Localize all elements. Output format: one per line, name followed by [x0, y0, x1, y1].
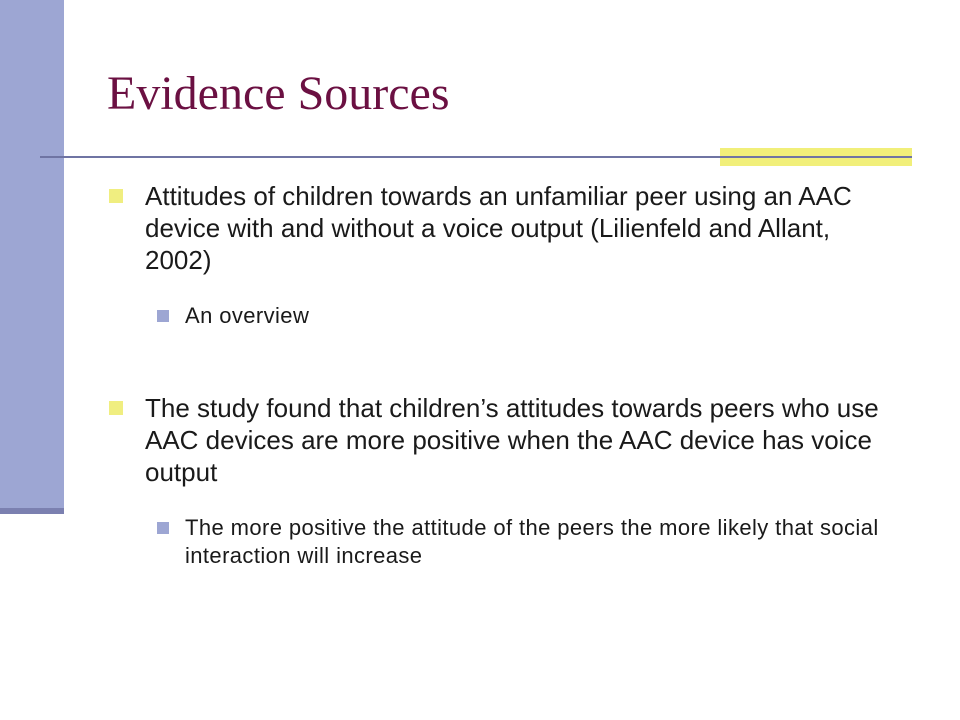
title-highlight-bar-top	[720, 148, 912, 156]
title-highlight-bar-bottom	[720, 158, 912, 166]
square-bullet-icon	[109, 401, 123, 415]
bullet-study-finding	[145, 392, 895, 488]
sub-bullet-text: An overview	[185, 303, 310, 328]
left-accent-bar	[0, 0, 64, 514]
left-accent-bar-shadow	[0, 508, 64, 514]
bullet-text: Attitudes of children towards an unfamiliar peer using an AAC device with and without a voice output (Lilienfeld and Allant, 2002)	[145, 181, 852, 275]
sub-bullet-overview	[185, 302, 895, 330]
bullet-text: The study found that children’s attitudes towards peers who use AAC devices are more positive when the AAC device has voice output	[145, 393, 879, 487]
square-bullet-icon	[157, 522, 169, 534]
sub-bullet-positive-attitude	[185, 514, 895, 570]
bullet-attitudes-study	[145, 180, 895, 276]
square-bullet-icon	[109, 189, 123, 203]
slide-title: Evidence Sources	[107, 67, 450, 120]
square-bullet-icon	[157, 310, 169, 322]
sub-bullet-text: The more positive the attitude of the peers the more likely that social interaction will increase	[185, 515, 879, 568]
